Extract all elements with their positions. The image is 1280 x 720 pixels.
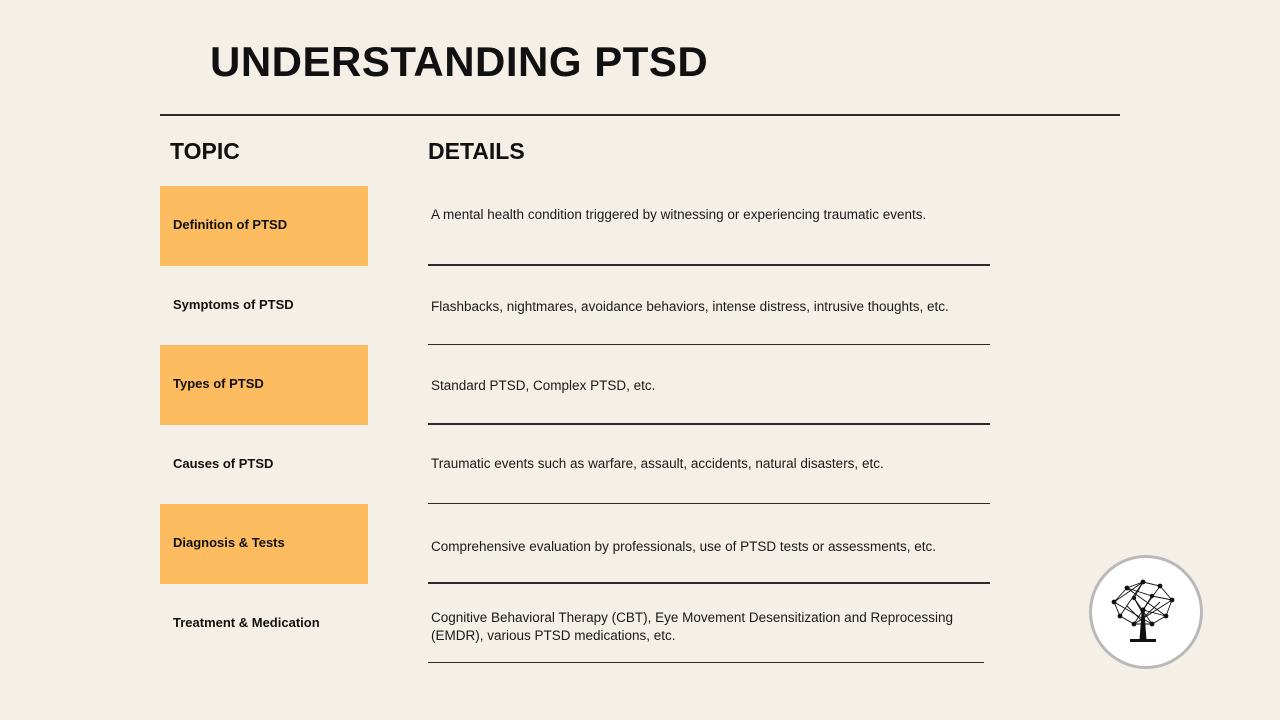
detail-row	[428, 186, 991, 266]
title-divider	[160, 114, 1120, 116]
topic-row[interactable]	[160, 504, 368, 584]
column-header-details: DETAILS	[428, 138, 525, 164]
topic-label: Treatment & Medication	[173, 614, 320, 630]
topic-label: Causes of PTSD	[173, 455, 274, 471]
topic-label: Types of PTSD	[173, 376, 264, 392]
topic-row[interactable]	[160, 266, 368, 346]
details-column	[428, 186, 991, 663]
topic-label: Symptoms of PTSD	[173, 296, 294, 312]
detail-row	[428, 425, 991, 505]
detail-text: Comprehensive evaluation by professionals, use of PTSD tests or assessments, etc.	[431, 539, 936, 554]
column-header-topic: TOPIC	[170, 138, 240, 164]
topic-row[interactable]	[160, 186, 368, 266]
page-title: UNDERSTANDING PTSD	[210, 38, 709, 85]
detail-row	[428, 504, 991, 584]
topic-row[interactable]	[160, 584, 368, 664]
topic-row[interactable]	[160, 345, 368, 425]
detail-divider	[428, 662, 984, 664]
topic-column	[160, 186, 368, 663]
detail-text: A mental health condition triggered by witnessing or experiencing traumatic events.	[431, 207, 927, 222]
topic-label: Definition of PTSD	[173, 217, 288, 233]
detail-text: Cognitive Behavioral Therapy (CBT), Eye Movement Desensitization and Reprocessing (EMDR), various PTSD medications, etc.	[431, 609, 953, 643]
network-tree-logo-icon	[1089, 555, 1203, 669]
detail-text: Standard PTSD, Complex PTSD, etc.	[431, 378, 656, 393]
detail-row	[428, 584, 991, 664]
detail-row	[428, 345, 991, 425]
topic-label: Diagnosis & Tests	[173, 535, 285, 551]
detail-text: Traumatic events such as warfare, assault, accidents, natural disasters, etc.	[431, 455, 884, 471]
topic-row[interactable]	[160, 425, 368, 505]
detail-row	[428, 266, 991, 346]
detail-text: Flashbacks, nightmares, avoidance behaviors, intense distress, intrusive thoughts, etc.	[431, 298, 949, 314]
